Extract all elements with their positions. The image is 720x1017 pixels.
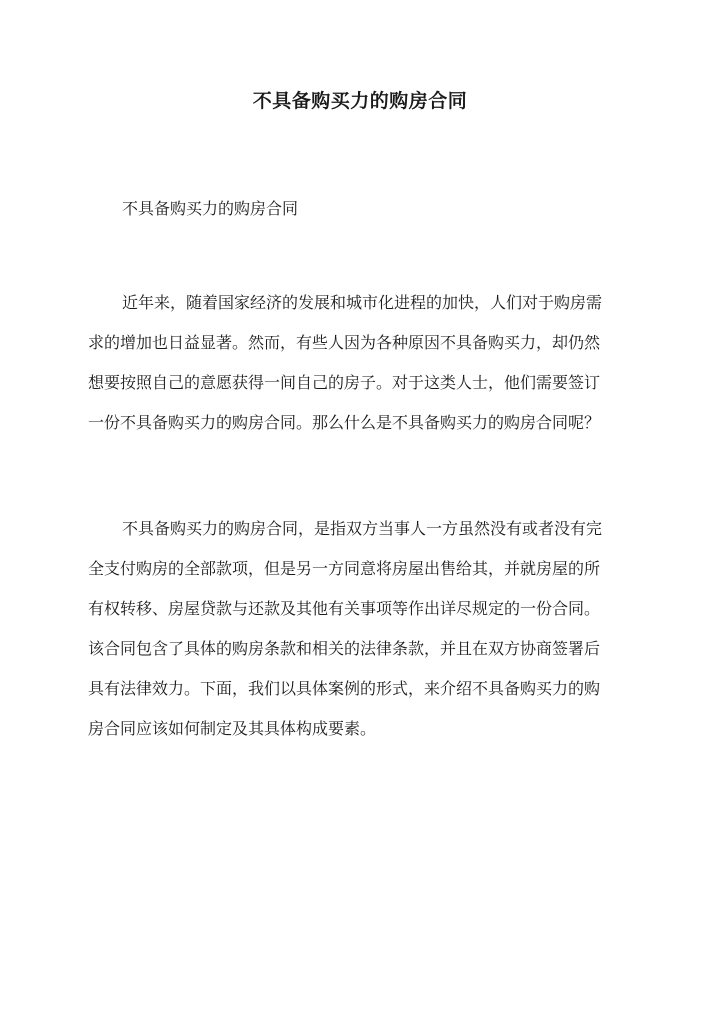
paragraph-line: 近年来，随着国家经济的发展和城市化进程的加快，人们对于购房需	[122, 293, 603, 312]
paragraph-line: 具有法律效力。下面，我们以具体案例的形式，来介绍不具备购买力的购	[88, 679, 601, 698]
paragraph-line: 一份不具备购买力的购房合同。那么什么是不具备购买力的购房合同呢？	[88, 413, 601, 432]
paragraph-line: 全支付购房的全部款项，但是另一方同意将房屋出售给其，并就房屋的所	[88, 559, 601, 578]
paragraph-line: 有权转移、房屋贷款与还款及其他有关事项等作出详尽规定的一份合同。	[88, 599, 601, 618]
paragraph-intro	[88, 292, 602, 452]
paragraph-line: 想要按照自己的意愿获得一间自己的房子。对于这类人士，他们需要签订	[88, 373, 601, 392]
paragraph-line: 求的增加也日益显著。然而，有些人因为各种原因不具备购买力，却仍然	[88, 333, 601, 352]
paragraph-definition	[88, 518, 602, 758]
paragraph-line: 房合同应该如何制定及其具体构成要素。	[88, 719, 377, 738]
document-title: 不具备购买力的购房合同	[252, 90, 468, 112]
paragraph-line: 该合同包含了具体的购房条款和相关的法律条款，并且在双方协商签署后	[88, 639, 601, 658]
document-subtitle: 不具备购买力的购房合同	[122, 199, 299, 218]
paragraph-line: 不具备购买力的购房合同，是指双方当事人一方虽然没有或者没有完	[122, 519, 603, 538]
